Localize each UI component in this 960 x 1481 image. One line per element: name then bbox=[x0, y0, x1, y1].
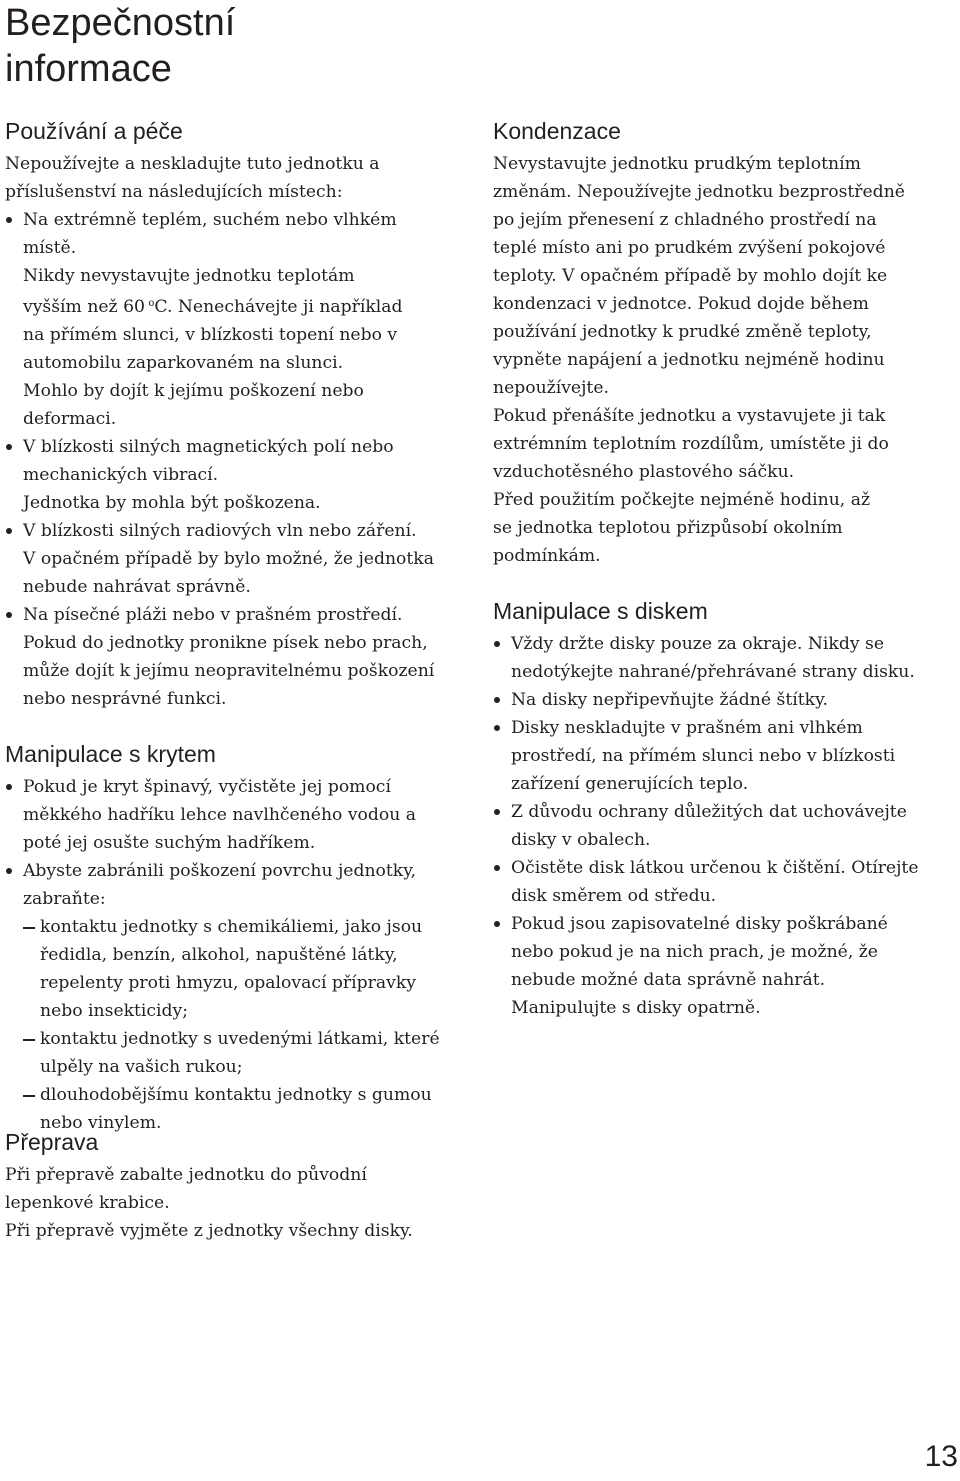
usage-section bbox=[5, 116, 450, 713]
transport-p1: Při přepravě zabalte jednotku do původní lepenkové krabice. bbox=[5, 1165, 367, 1213]
list-item bbox=[5, 517, 453, 601]
usage-item3-b: V opačném případě by bylo možné, že jednotka nebude nahrávat správně. bbox=[23, 549, 434, 597]
usage-item2-b: Jednotka by mohla být poškozena. bbox=[23, 493, 321, 513]
usage-item2-a: V blízkosti silných magnetických polí nebo mechanických vibrací. bbox=[23, 437, 394, 485]
casing-sublist bbox=[23, 913, 450, 1137]
list-item: Očistěte disk látkou určenou k čištění. Otírejte disk směrem od středu. bbox=[493, 854, 936, 910]
usage-item4-b: Pokud do jednotky pronikne písek nebo prach, může dojít k jejímu neopravitelnému poškození nebo nesprávné funkci. bbox=[23, 633, 435, 709]
list-item: Pokud je kryt špinavý, vyčistěte jej pomocí měkkého hadříku lehce navlhčeného vodou a poté jej osušte suchým hadříkem. bbox=[5, 773, 433, 857]
page-title-line2: informace bbox=[5, 48, 172, 90]
casing-heading: Manipulace s krytem bbox=[5, 741, 216, 767]
usage-item3-a: V blízkosti silných radiových vln nebo záření. bbox=[23, 521, 417, 541]
list-item: kontaktu jednotky s uvedenými látkami, které ulpěly na vašich rukou; bbox=[23, 1025, 460, 1081]
usage-item1-a: Na extrémně teplém, suchém nebo vlhkém místě. bbox=[23, 210, 397, 258]
left-column bbox=[5, 116, 450, 1137]
list-item: dlouhodobějšímu kontaktu jednotky s gumou nebo vinylem. bbox=[23, 1081, 460, 1137]
list-item bbox=[5, 433, 403, 517]
usage-item4-a: Na písečné pláži nebo v prašném prostředí. bbox=[23, 605, 403, 625]
list-item: Vždy držte disky pouze za okraje. Nikdy se nedotýkejte nahrané/přehrávané strany disku. bbox=[493, 630, 931, 686]
discs-list bbox=[493, 630, 933, 1022]
transport-p2: Při přepravě vyjměte z jednotky všechny disky. bbox=[5, 1221, 413, 1241]
condensation-section bbox=[493, 116, 933, 570]
list-item bbox=[5, 206, 403, 433]
transport-heading: Přeprava bbox=[5, 1129, 99, 1155]
page-number: 13 bbox=[924, 1440, 958, 1473]
usage-intro: Nepoužívejte a neskladujte tuto jednotku a příslušenství na následujících místech: bbox=[5, 154, 380, 202]
list-item: Pokud jsou zapisovatelné disky poškrábané nebo pokud je na nich prach, je možné, že nebude možné data správně nahrát. Manipulujte s disky opatrně. bbox=[493, 910, 906, 1022]
discs-section bbox=[493, 596, 933, 1022]
usage-item1-c: C. Nenechávejte ji například na přímém slunci, v blízkosti topení nebo v automobilu zaparkovaném na slunci. Mohlo by dojít k jejímu poškození nebo deformaci. bbox=[23, 297, 403, 429]
list-item: Na disky nepřipevňujte žádné štítky. bbox=[493, 686, 931, 714]
right-column bbox=[493, 116, 933, 1022]
page-title bbox=[5, 0, 235, 92]
degree-sign: o bbox=[148, 298, 155, 309]
list-item bbox=[5, 857, 443, 913]
usage-list bbox=[5, 206, 450, 713]
page-title-line1: Bezpečnostní bbox=[5, 2, 236, 44]
discs-heading: Manipulace s diskem bbox=[493, 598, 708, 624]
casing-list bbox=[5, 773, 450, 913]
casing-section bbox=[5, 739, 450, 1137]
list-item: Disky neskladujte v prašném ani vlhkém prostředí, na přímém slunci nebo v blízkosti zařízení generujících teplo. bbox=[493, 714, 911, 798]
condensation-heading: Kondenzace bbox=[493, 118, 621, 144]
usage-item1-b: Nikdy nevystavujte jednotku teplotám vyšším než 60 bbox=[23, 266, 355, 317]
condensation-p3: Před použitím počkejte nejméně hodinu, až se jednotka teplotou přizpůsobí okolním podmínkám. bbox=[493, 490, 871, 566]
transport-section bbox=[5, 1127, 450, 1245]
condensation-p2: Pokud přenášíte jednotku a vystavujete ji tak extrémním teplotním rozdílům, umístěte ji do vzduchotěsného plastového sáčku. bbox=[493, 406, 889, 482]
casing-item2: Abyste zabránili poškození povrchu jednotky, zabraňte: bbox=[23, 861, 417, 909]
usage-heading: Používání a péče bbox=[5, 118, 183, 144]
list-item: Z důvodu ochrany důležitých dat uchovávejte disky v obalech. bbox=[493, 798, 931, 854]
list-item bbox=[5, 601, 458, 713]
condensation-p1: Nevystavujte jednotku prudkým teplotním změnám. Nepoužívejte jednotku bezprostředně po jejím přenesení z chladného prostředí na teplé místo ani po prudkém zvýšení pokojové teploty. V opačném případě by mohlo dojít ke kondenzaci v jednotce. Pokud dojde během používání jednotky k prudké změně teploty, vypněte napájení a jednotku nejméně hodinu nepoužívejte. bbox=[493, 154, 905, 398]
list-item: kontaktu jednotky s chemikáliemi, jako jsou ředidla, benzín, alkohol, napuštěné látky, repelenty proti hmyzu, opalovací přípravky nebo insekticidy; bbox=[23, 913, 435, 1025]
